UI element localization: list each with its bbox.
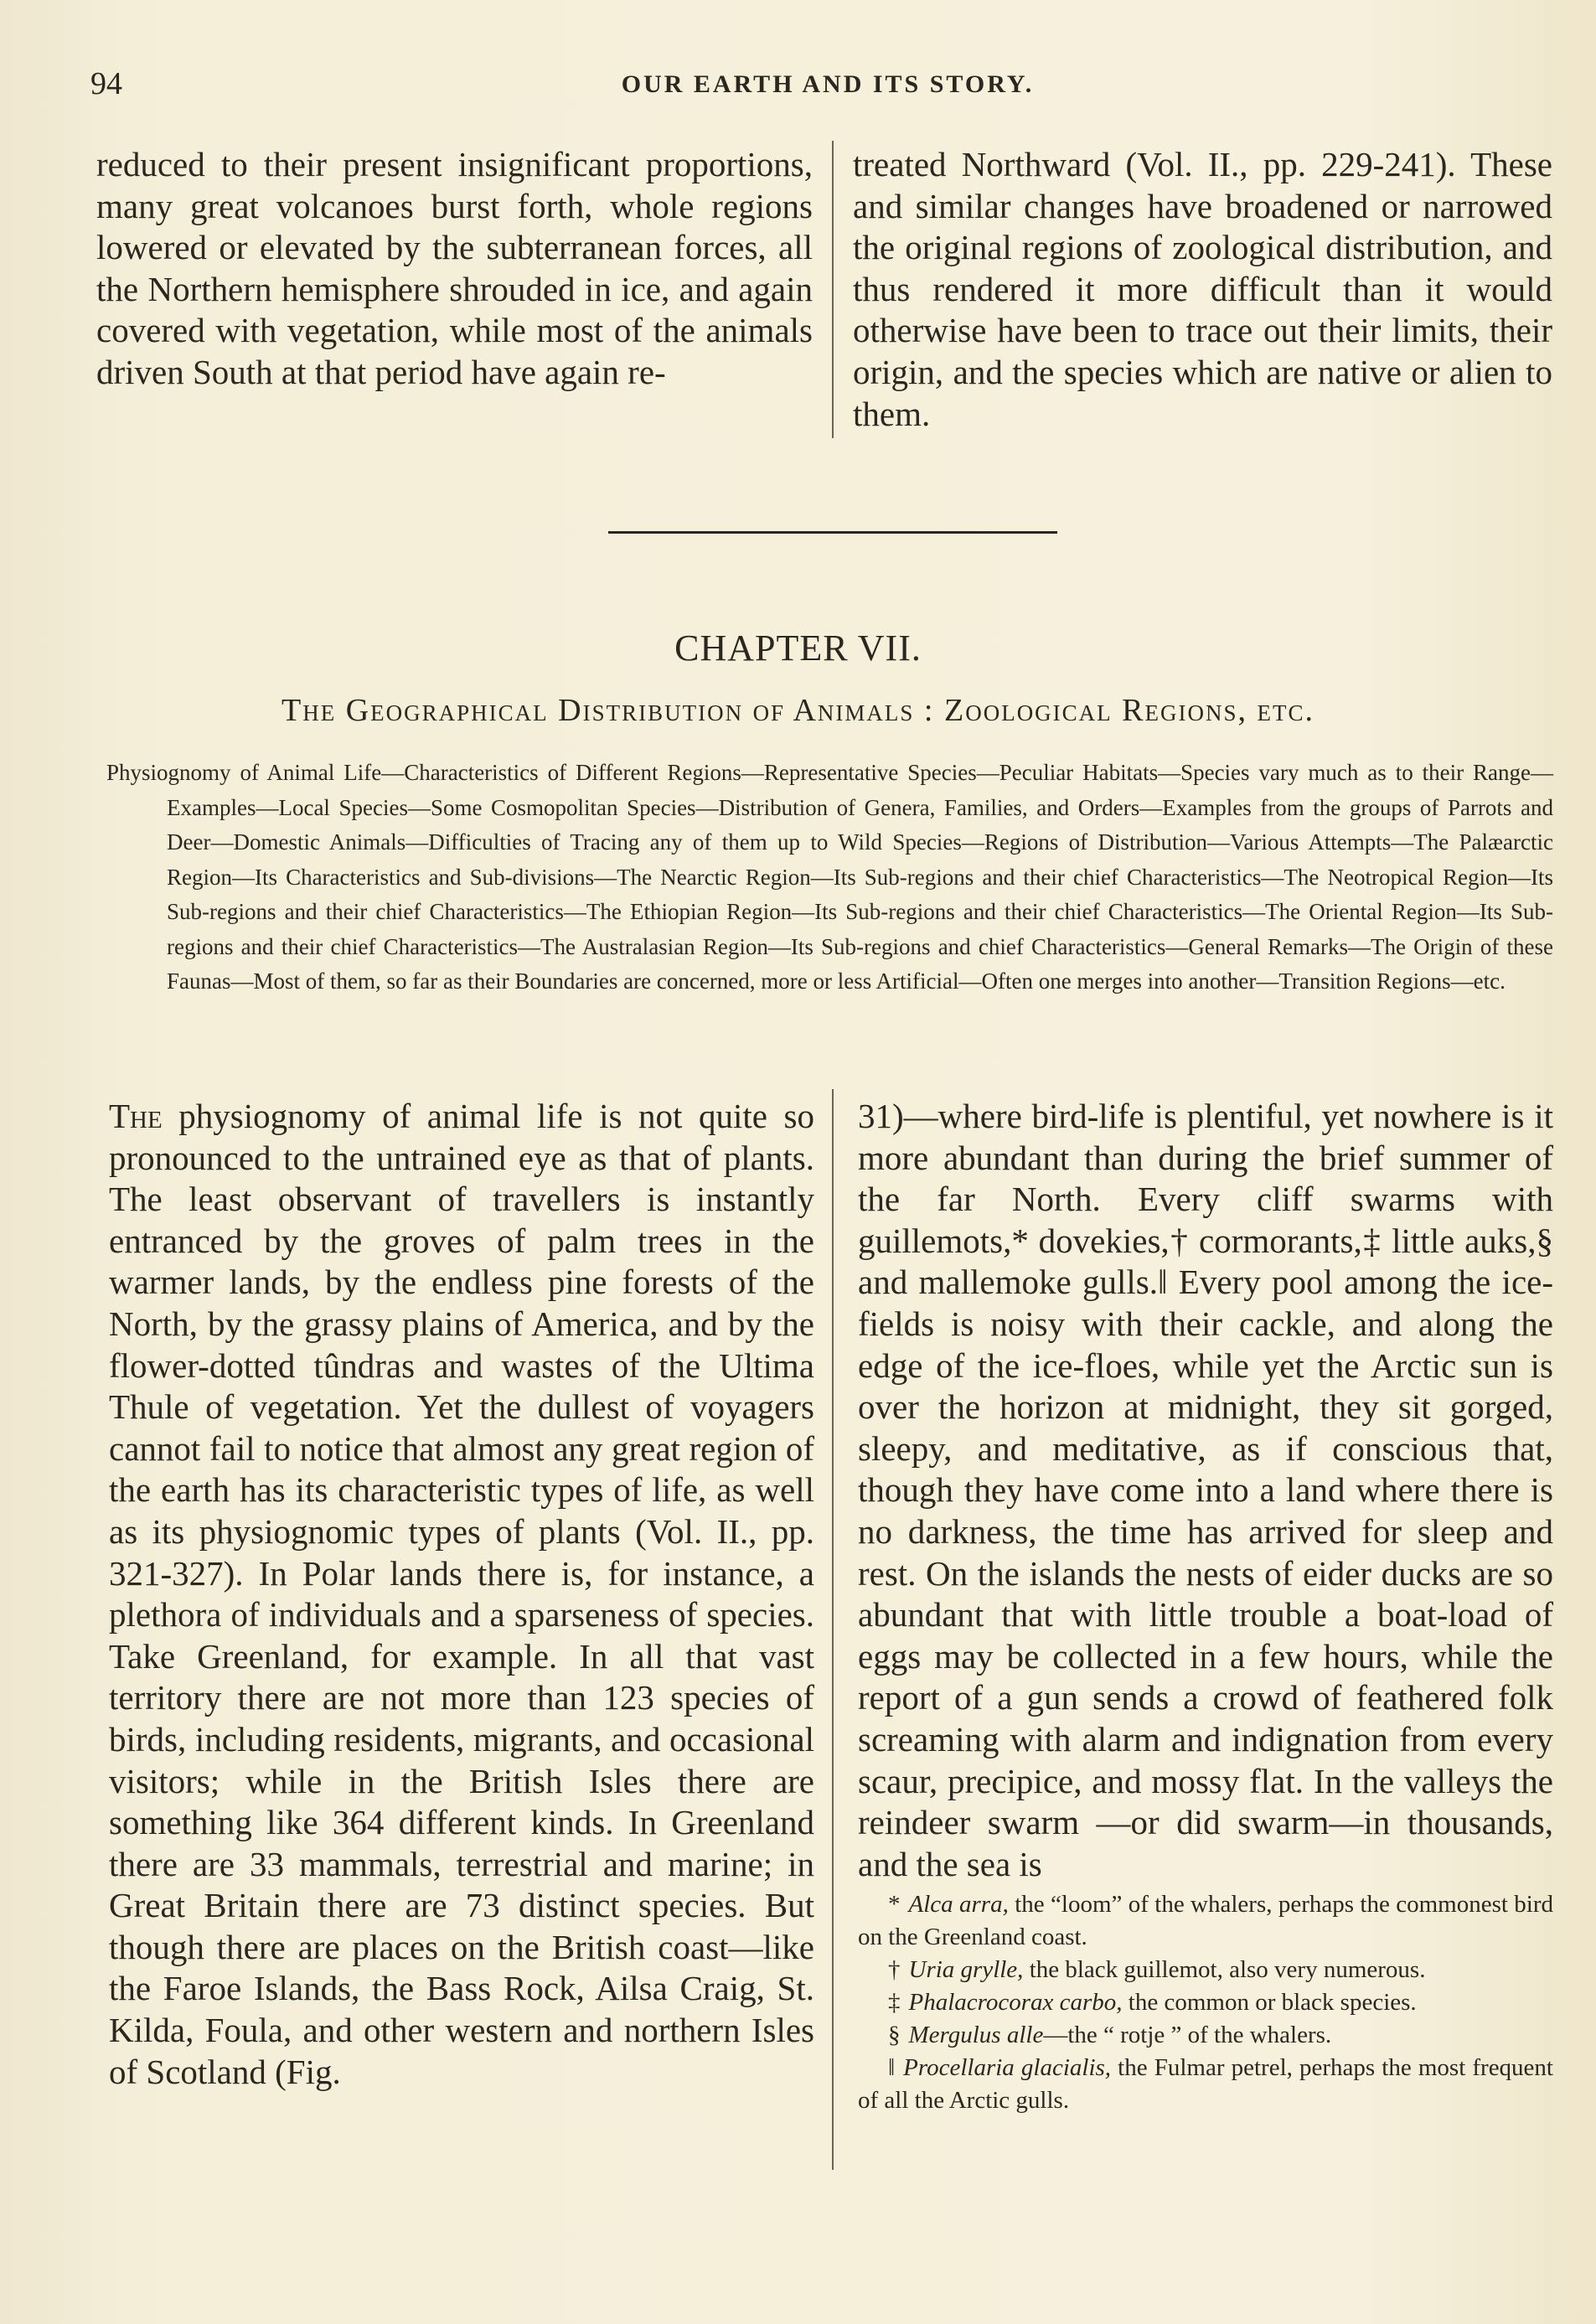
footnote bbox=[858, 2019, 1553, 2052]
chapter-synopsis: Physiognomy of Animal Life—Characteristics of Different Regions—Representative Species—Peculiar Habitats—Species vary much as to their Range—Examples—Local Species—Some Cosmopolitan Species—Distribution of Genera, Families, and Orders—Examples from the groups of Parrots and Deer—Domestic Animals—Difficulties of Tracing any of them up to Wild Species—Regions of Distribution—Various Attempts—The Palæarctic Region—Its Characteristics and Sub-divisions—The Nearctic Region—Its Sub-regions and their chief Characteristics—The Neotropical Region—Its Sub-regions and their chief Characteristics—The Ethiopian Region—Its Sub-regions and their chief Characteristics—The Oriental Region—Its Sub-regions and their chief Characteristics—The Australasian Region—Its Sub-regions and chief Characteristics—General Remarks—The Origin of these Faunas—Most of them, so far as their Boundaries are concerned, more or less Artificial—Often one merges into another—Transition Regions—etc. bbox=[106, 760, 1553, 994]
column-divider-bottom bbox=[832, 1089, 834, 2170]
top-left-paragraph: reduced to their present insignificant proportions, many great volcanoes burst forth, whole regions lowered or elevated by the subterranean forces, all the Northern hemisphere shrouded in ice, and again covered with vegetation, while most of the animals driven South at that period have again re- bbox=[96, 145, 813, 391]
footnote-symbol: ‖ bbox=[888, 2054, 896, 2081]
page-header bbox=[90, 65, 1565, 107]
footnote-symbol: † bbox=[888, 1956, 901, 1983]
chapter-title: CHAPTER VII. bbox=[674, 627, 922, 669]
body-left-paragraph bbox=[109, 1096, 814, 2093]
chapter-subtitle: The Geographical Distribution of Animals : Zoological Regions, etc. bbox=[281, 693, 1315, 728]
footnote-text: the black guillemot, also very numerous. bbox=[1023, 1956, 1426, 1983]
section-rule bbox=[608, 531, 1057, 534]
top-right-paragraph: treated Northward (Vol. II., pp. 229-241). These and similar changes have broadened or narrowed the original regions of zoological distribution, and thus rendered it more difficult than it would otherwise have been to trace out their limits, their origin, and the species which are native or alien to them. bbox=[853, 145, 1552, 433]
running-title: OUR EARTH AND ITS STORY. bbox=[621, 70, 1035, 98]
footnote-symbol: ‡ bbox=[888, 1989, 901, 2016]
body-right-column bbox=[858, 1096, 1553, 1885]
footnote-symbol: § bbox=[888, 2022, 901, 2048]
footnote-text: the Fulmar petrel, perhaps the most frequent of all the Arctic gulls. bbox=[858, 2054, 1553, 2114]
body-left-text: physiognomy of animal life is not quite so pronounced to the untrained eye as that of plants. The least observant of travellers is instantly entranced by the groves of palm trees in the warmer lands, by the endless pine forests of the North, by the grassy plains of America, and by the flower-dotted tûndras and wastes of the Ultima Thule of vegetation. Yet the dullest of voyagers cannot fail to notice that almost any great region of the earth has its characteristic types of life, as well as its physiognomic types of plants (Vol. II., pp. 321-327). In Polar lands there is, for instance, a plethora of individuals and a sparseness of species. Take Greenland, for example. In all that vast territory there are not more than 123 species of birds, including residents, migrants, and occasional visitors; while in the British Isles there are something like 364 different kinds. In Greenland there are 33 mammals, terrestrial and marine; in Great Britain there are 73 distinct species. But though there are places on the British coast—like the Faroe Islands, the Bass Rock, Ailsa Craig, St. Kilda, Foula, and other western and northern Isles of Scotland (Fig. bbox=[109, 1097, 814, 2091]
footnote-latin-name: Uria grylle, bbox=[908, 1956, 1024, 1983]
footnote-latin-name: Alca arra, bbox=[908, 1891, 1009, 1918]
footnote-text: the “loom” of the whalers, perhaps the commonest bird on the Greenland coast. bbox=[858, 1891, 1553, 1950]
body-right-paragraph: 31)—where bird-life is plentiful, yet nowhere is it more abundant than during the brief summer of the far North. Every cliff swarms with guillemots,* dovekies,† cormorants,‡ little auks,§ and mallemoke gulls.‖ Every pool among the ice-fields is noisy with their cackle, and along the edge of the ice-floes, while yet the Arctic sun is over the horizon at midnight, they sit gorged, sleepy, and meditative, as if conscious that, though they have come into a land where there is no darkness, the time has arrived for sleep and rest. On the islands the nests of eider ducks are so abundant that with little trouble a boat-load of eggs may be collected in a few hours, while the report of a gun sends a crowd of feathered folk screaming with alarm and indignation from every scaur, precipice, and mossy flat. In the valleys the reindeer swarm —or did swarm—in thousands, and the sea is bbox=[858, 1097, 1553, 1883]
footnotes bbox=[858, 1888, 1553, 2117]
footnote bbox=[858, 2052, 1553, 2117]
top-right-column bbox=[853, 144, 1552, 435]
body-left-column bbox=[109, 1096, 814, 2093]
footnote-latin-name: Procellaria glacialis, bbox=[903, 2054, 1112, 2081]
first-word: The bbox=[109, 1097, 163, 1135]
footnote-symbol: * bbox=[888, 1891, 901, 1918]
top-left-column bbox=[96, 144, 813, 394]
footnote bbox=[858, 1986, 1553, 2019]
page-number: 94 bbox=[90, 66, 122, 101]
footnote-latin-name: Mergulus alle bbox=[908, 2022, 1044, 2048]
column-divider-top bbox=[832, 141, 834, 438]
footnote-latin-name: Phalacrocorax carbo, bbox=[908, 1989, 1123, 2016]
footnote bbox=[858, 1888, 1553, 1954]
footnote bbox=[858, 1954, 1553, 1986]
footnote-text: —the “ rotje ” of the whalers. bbox=[1043, 2022, 1332, 2048]
footnote-text: the common or black species. bbox=[1122, 1989, 1417, 2016]
